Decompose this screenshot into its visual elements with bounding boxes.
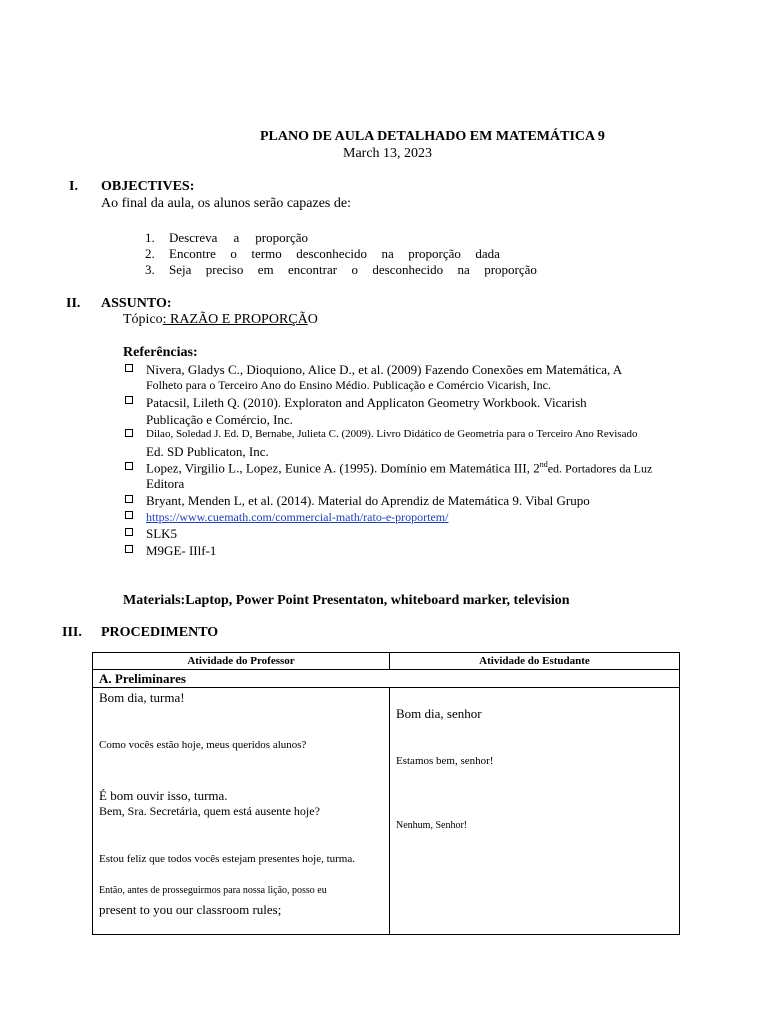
objective-word: preciso bbox=[205, 262, 244, 277]
checkbox-icon bbox=[125, 396, 133, 404]
checkbox-icon bbox=[125, 364, 133, 372]
student-line: Bom dia, senhor bbox=[396, 706, 482, 721]
reference-item bbox=[146, 460, 652, 476]
teacher-line: Bem, Sra. Secretária, quem está ausente hoje? bbox=[99, 804, 320, 818]
materials-line: Materials:Laptop, Power Point Presentaton, whiteboard marker, television bbox=[123, 593, 570, 608]
section-2-heading: ASSUNTO: bbox=[101, 296, 172, 311]
section-1-heading: OBJECTIVES: bbox=[101, 179, 195, 194]
reference-superscript: nd bbox=[539, 460, 548, 469]
column-header-teacher: Atividade do Professor bbox=[93, 653, 390, 670]
objective-word: o bbox=[230, 246, 237, 261]
objective-word: na bbox=[457, 262, 470, 277]
teacher-line: present to you our classroom rules; bbox=[99, 902, 282, 917]
teacher-line: É bom ouvir isso, turma. bbox=[99, 788, 228, 803]
objective-word: encontrar bbox=[288, 262, 338, 277]
objective-word: em bbox=[257, 262, 274, 277]
teacher-line: Bom dia, turma! bbox=[99, 690, 185, 705]
topic-label: Tópico bbox=[123, 312, 163, 327]
checkbox-icon bbox=[125, 528, 133, 536]
checkbox-icon bbox=[125, 495, 133, 503]
objective-number: 1. bbox=[145, 230, 155, 245]
checkbox-icon bbox=[125, 429, 133, 437]
objective-number: 3. bbox=[145, 262, 155, 277]
student-line: Estamos bem, senhor! bbox=[396, 755, 494, 767]
checkbox-icon bbox=[125, 511, 133, 519]
teacher-line: Como vocês estão hoje, meus queridos alunos? bbox=[99, 739, 307, 751]
topic-line bbox=[123, 312, 318, 328]
objective-word: Seja bbox=[169, 262, 192, 277]
reference-item: Bryant, Menden L, et al. (2014). Material do Aprendiz de Matemática 9. Vibal Grupo bbox=[146, 493, 590, 508]
topic-tail: O bbox=[307, 312, 318, 327]
objective-item bbox=[169, 246, 500, 262]
section-3-number: III. bbox=[62, 625, 82, 640]
checkbox-icon bbox=[125, 462, 133, 470]
reference-text: Lopez, Virgilio L., Lopez, Eunice A. (1995). Domínio em Matemática III, 2 bbox=[146, 460, 540, 476]
objective-word: desconhecido bbox=[372, 262, 444, 277]
column-header-student: Atividade do Estudante bbox=[390, 653, 680, 670]
checkbox-icon bbox=[125, 545, 133, 553]
teacher-activity-cell bbox=[93, 688, 390, 935]
objective-word: proporção bbox=[408, 246, 461, 261]
reference-item: Dilao, Soledad J. Ed. D, Bernabe, Julieta C. (2009). Livro Didático de Geometria para o Terceiro Ano Revisado bbox=[146, 428, 638, 440]
student-activity-cell bbox=[390, 688, 680, 935]
objective-word: Descreva bbox=[169, 230, 218, 245]
reference-item: Nivera, Gladys C., Dioquiono, Alice D., et al. (2009) Fazendo Conexões em Matemática, A bbox=[146, 362, 623, 377]
objective-word: proporção bbox=[255, 230, 308, 245]
objective-word: Encontre bbox=[169, 246, 216, 261]
objectives-intro: Ao final da aula, os alunos serão capazes de: bbox=[101, 196, 351, 211]
section-2-number: II. bbox=[66, 296, 81, 311]
teacher-line: Então, antes de prosseguirmos para nossa lição, posso eu bbox=[99, 885, 327, 896]
section-row-preliminares: A. Preliminares bbox=[93, 670, 680, 688]
reference-item: SLK5 bbox=[146, 526, 178, 541]
objective-number: 2. bbox=[145, 246, 155, 261]
reference-item-continued: Ed. SD Publicaton, Inc. bbox=[146, 444, 269, 459]
document-title: PLANO DE AULA DETALHADO EM MATEMÁTICA 9 bbox=[260, 129, 605, 144]
objective-word: na bbox=[381, 246, 394, 261]
section-1-number: I. bbox=[69, 179, 78, 194]
objective-word: termo bbox=[251, 246, 282, 261]
student-line: Nenhum, Senhor! bbox=[396, 820, 468, 831]
objective-word: proporção bbox=[484, 262, 537, 277]
reference-item-continued: Folheto para o Terceiro Ano do Ensino Médio. Publicação e Comércio Vicarish, Inc. bbox=[146, 378, 551, 392]
reference-item: Patacsil, Lileth Q. (2010). Exploraton and Applicaton Geometry Workbook. Vicarish bbox=[146, 395, 587, 410]
objective-word: a bbox=[233, 230, 240, 245]
reference-item: M9GE- IIlf-1 bbox=[146, 543, 217, 558]
teacher-line: Estou feliz que todos vocês estejam presentes hoje, turma. bbox=[99, 853, 355, 865]
topic-value: : RAZÃO E PROPORÇÃ bbox=[162, 312, 308, 327]
reference-item-continued: Editora bbox=[146, 476, 185, 491]
procedure-table bbox=[92, 652, 680, 935]
reference-item-continued: Publicação e Comércio, Inc. bbox=[146, 412, 293, 427]
objective-word: dada bbox=[475, 246, 500, 261]
objective-item bbox=[169, 262, 537, 278]
objective-word: desconhecido bbox=[296, 246, 367, 261]
reference-link[interactable]: https://www.cuemath.com/commercial-math/rato-e-proportem/ bbox=[146, 510, 449, 524]
references-heading: Referências: bbox=[123, 345, 198, 360]
document-date: March 13, 2023 bbox=[343, 146, 433, 161]
objective-word: o bbox=[351, 262, 358, 277]
section-3-heading: PROCEDIMENTO bbox=[101, 625, 219, 640]
objective-item bbox=[169, 230, 308, 246]
reference-text: ed. Portadores da Luz bbox=[547, 461, 653, 476]
